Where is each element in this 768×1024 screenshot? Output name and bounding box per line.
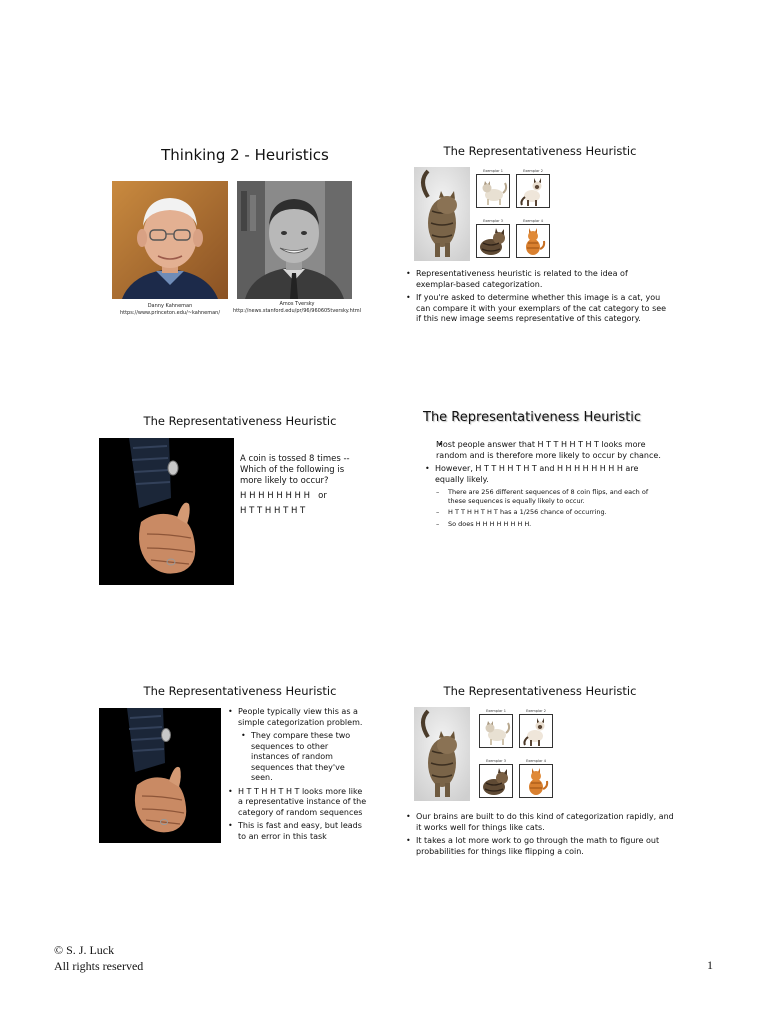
caption-name: Amos Tversky [279,301,315,307]
bullet: • It takes a lot more work to go through the math to figure out probabilities for things like flipping a coin. [405,836,675,857]
question-text: A coin is tossed 8 times -- Which of the following is more likely to occur? [240,454,350,487]
exemplar-2 [519,709,553,748]
slide-2 [395,132,685,352]
slide-bullets [405,269,667,328]
rights-text: All rights reserved [54,959,144,974]
option-all-heads [240,491,355,502]
slide-title: The Representativeness Heuristic [143,684,337,698]
slide-bullets [424,440,664,532]
exemplar-3 [479,759,513,798]
bullet: • People typically view this as a simple categorization problem. [227,707,367,728]
exemplar-1 [479,709,513,748]
caption-url: https://www.princeton.edu/~kahneman/ [119,309,221,316]
slide-title: The Representativeness Heuristic [423,410,642,425]
exemplar-grid [479,709,559,799]
option-or: or [318,491,327,502]
bullet: • This is fast and easy, but leads to an error in this task [227,821,367,842]
tversky-photo [237,181,352,299]
page-footer [54,942,143,974]
exemplar-label: Exemplar 2 [526,709,546,713]
slide-6 [395,672,685,892]
sub-bullet: – H T T H H T H T has a 1/256 chance of occurring. [424,508,664,517]
slide-title: The Representativeness Heuristic [143,414,337,428]
kahneman-photo [112,181,228,299]
slide-bullets [227,707,367,846]
caption-url: http://news.stanford.edu/pr/96/960605tversky.html [233,307,361,314]
exemplar-grid [476,169,556,259]
exemplar-4 [516,219,550,258]
cat-photo [414,707,470,801]
slide-bullets [405,812,675,860]
exemplar-label: Exemplar 1 [486,709,506,713]
coin-flip-photo [99,438,234,585]
caption-name: Danny Kahneman [147,303,193,309]
coin-flip-photo [99,708,221,843]
bullet: • Our brains are built to do this kind of categorization rapidly, and it works well for things like cats. [405,812,675,833]
slide-4 [418,402,708,622]
exemplar-label: Exemplar 1 [483,169,503,173]
slide-title: Thinking 2 - Heuristics [161,146,329,164]
sub-bullet: – So does H H H H H H H H. [424,520,664,529]
slide-5 [95,672,385,892]
option-1: H H H H H H H H [240,491,311,502]
cat-photo [414,167,470,261]
page-number: 1 [707,958,713,972]
exemplar-label: Exemplar 3 [483,219,503,223]
exemplar-3 [476,219,510,258]
exemplar-label: Exemplar 2 [523,169,543,173]
option-2: H T T H H T H T [240,506,306,517]
coin-question [240,454,355,521]
copyright-text: © S. J. Luck [54,943,115,957]
slide-title: The Representativeness Heuristic [443,684,637,698]
slide-3 [95,402,385,622]
exemplar-2 [516,169,550,208]
tversky-caption [222,301,372,314]
exemplar-label: Exemplar 4 [523,219,543,223]
bullet: • Representativeness heuristic is related to the idea of exemplar-based categorization. [405,269,667,290]
bullet: • If you're asked to determine whether this image is a cat, you can compare it with your exemplars of the cat category to see if this new image seems representative of this category. [405,293,667,325]
bullet: • H T T H H T H T looks more like a representative instance of the category of random sequences [227,787,367,819]
slide-1 [100,132,390,352]
bullet: • Most people answer that H T T H H T H T looks more random and is therefore more likely to occur by chance. [424,440,664,461]
sub-bullet: • They compare these two sequences to other instances of random sequences that they've seen. [227,731,367,784]
bullet: • However, H T T H H T H T and H H H H H H H H are equally likely. [424,464,664,485]
kahneman-caption [102,303,238,316]
exemplar-label: Exemplar 4 [526,759,546,763]
exemplar-label: Exemplar 3 [486,759,506,763]
exemplar-1 [476,169,510,208]
exemplar-4 [519,759,553,798]
slide-title: The Representativeness Heuristic [443,144,637,158]
sub-bullet: – There are 256 different sequences of 8 coin flips, and each of these sequences is equally likely to occur. [424,488,664,505]
